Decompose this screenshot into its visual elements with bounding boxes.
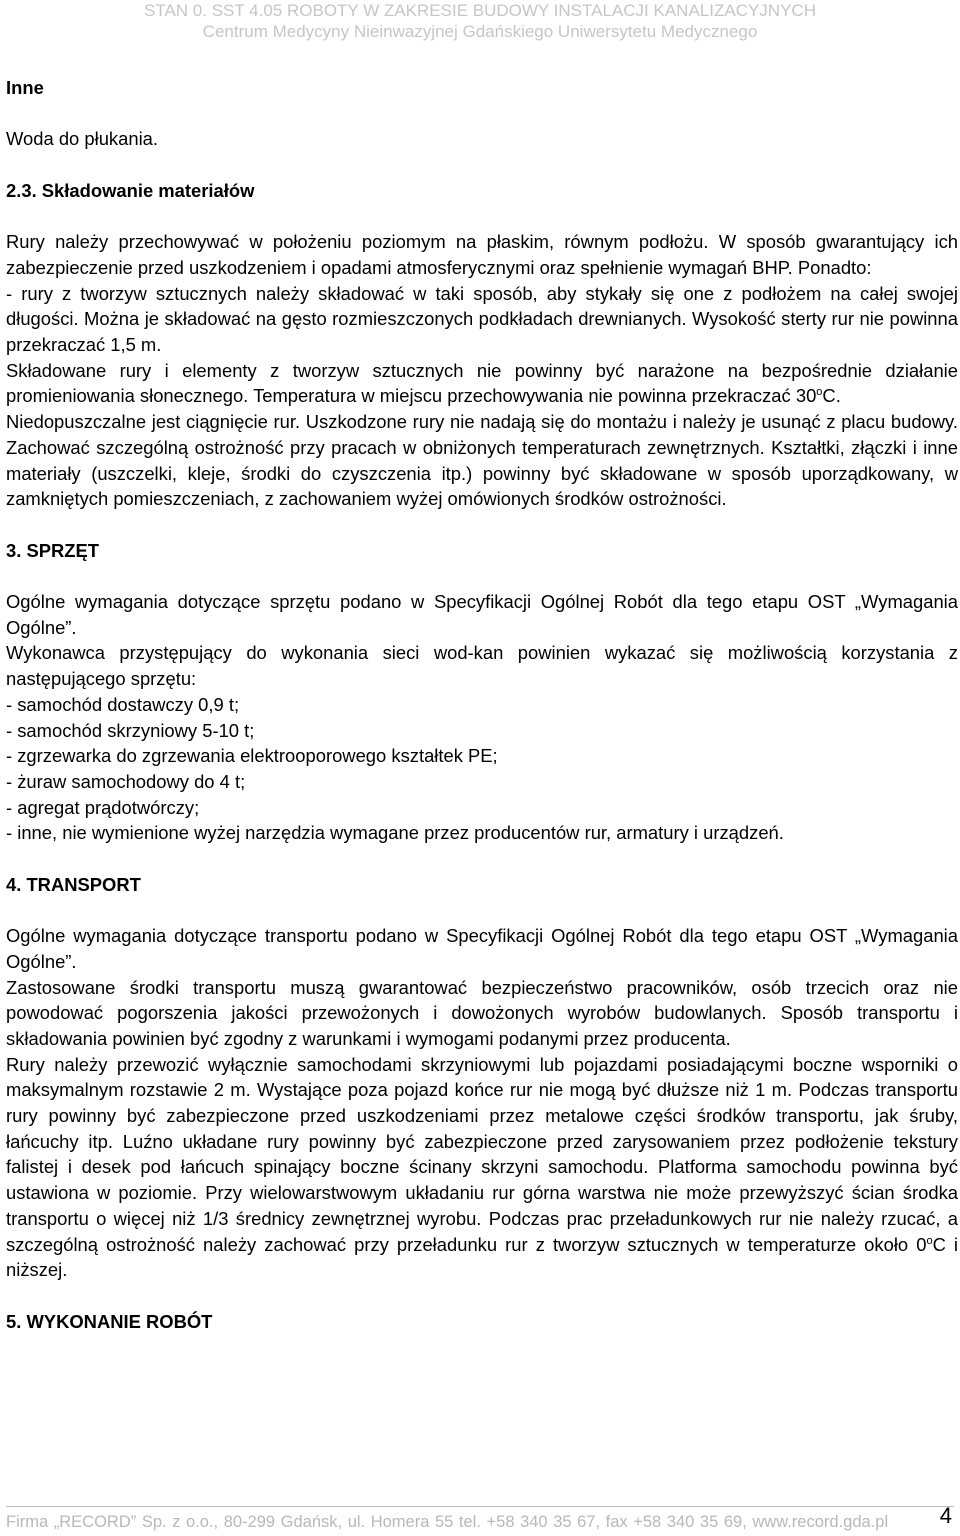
page-header (0, 0, 960, 42)
paragraph: - rury z tworzyw sztucznych należy składować w taki sposób, aby stykały się one z podłożem na całej swojej długości. Można je składować na gęsto rozmieszczonych podkładach drewnianych. Wysokość sterty rur nie powinna przekraczać 1,5 m. (6, 282, 958, 355)
heading-inne: Inne (6, 77, 44, 98)
paragraph: Wykonawca przystępujący do wykonania sieci wod-kan powinien wykazać się możliwością korzystania z następującego sprzętu: (6, 642, 958, 690)
paragraph: Ogólne wymagania dotyczące transportu podano w Specyfikacji Ogólnej Robót dla tego etapu OST „Wymagania Ogólne”. (6, 925, 958, 972)
paragraph: Rury należy przewozić wyłącznie samochodami skrzyniowymi lub pojazdami posiadającymi boczne wsporniki o maksymalnym rozstawie 2 m. Wystające poza pojazd końce rur nie mogą być dłuższe niż 1 m. Podczas transportu rury powinny być zabezpieczone przed uszkodzeniami przez metalowe części środków transportu, jak śruby, łańcuchy itp. Luźno układane rury powinny być zabezpieczone przed zarysowaniem przez podłożenie tekstury falistej i desek pod łańcuch spinający boczne ścinany skrzyni samochodu. Platforma samochodu powinna być ustawiona w poziomie. Przy wielowarstwowym układaniu rur górna warstwa nie może przewyższyć ścian środka transportu o więcej niż 1/3 średnicy zewnętrznej wyrobu. Podczas prac przeładunkowych rur nie należy rzucać, a szczególną ostrożność należy zachować przy przeładunku rur z tworzyw sztucznych w temperaturze około 0$^o$C i niższej. (6, 1053, 958, 1281)
list-item: - samochód dostawczy 0,9 t; (6, 693, 240, 715)
paragraph: Zastosowane środki transportu muszą gwarantować bezpieczeństwo pracowników, osób trzecich oraz nie powodować pogorszenia jakości przewożonych i dowożonych wyrobów budowlanych. Sposób transportu i składowania powinien być zgodny z warunkami i wymogami podanymi przez producenta. (6, 976, 958, 1049)
header-line-2: Centrum Medycyny Nieinwazyjnej Gdańskiego Uniwersytetu Medycznego (202, 22, 758, 41)
heading-5: 5. WYKONANIE ROBÓT (6, 1310, 213, 1332)
inne-text: Woda do płukania. (6, 128, 159, 150)
list-item: - zgrzewarka do zgrzewania elektrooporowego kształtek PE; (6, 745, 498, 767)
footer-divider (6, 1506, 954, 1507)
list-item: - samochód skrzyniowy 5-10 t; (6, 719, 255, 741)
heading-4: 4. TRANSPORT (6, 873, 141, 895)
page-number: 4 (939, 1503, 952, 1528)
paragraph: Rury należy przechowywać w położeniu poziomym na płaskim, równym podłożu. W sposób gwarantujący ich zabezpieczenie przed uszkodzeniem i opadami atmosferycznymi oraz spełnienie wymagań BHP. Ponadto: (6, 231, 958, 278)
page-footer (0, 1503, 960, 1536)
paragraph: Składowane rury i elementy z tworzyw sztucznych nie powinny być narażone na bezpośrednie działanie promieniowania słonecznego. Temperatura w miejscu przechowywania nie powinna przekraczać 30$^o$C. (6, 359, 958, 407)
list-item: - agregat prądotwórczy; (6, 796, 200, 818)
footer-contact: Firma „RECORD” Sp. z o.o., 80-299 Gdańsk, ul. Homera 55 tel. +58 340 35 67, fax +58 340 35 69, www.record.gda.pl (6, 1513, 889, 1531)
paragraph: Niedopuszczalne jest ciągnięcie rur. Uszkodzone rury nie nadają się do montażu i należy je usunąć z placu budowy. Zachować szczególną ostrożność przy pracach w obniżonych temperaturach zewnętrznych. Kształtki, złączki i inne materiały (uszczelki, kleje, środki do czyszczenia itp.) powinny być składowane w sposób uporządkowany, w zamkniętych pomieszczeniach, z zachowaniem wyżej omówionych środków ostrożności. (6, 411, 958, 510)
document-body (6, 75, 958, 1334)
heading-3: 3. SPRZĘT (6, 539, 99, 561)
heading-2-3: 2.3. Składowanie materiałów (6, 179, 255, 201)
list-item: - inne, nie wymienione wyżej narzędzia wymagane przez producentów rur, armatury i urządzeń. (6, 822, 784, 844)
header-line-1: STAN 0. SST 4.05 ROBOTY W ZAKRESIE BUDOWY INSTALACJI KANALIZACYJNYCH (144, 1, 816, 20)
list-item: - żuraw samochodowy do 4 t; (6, 770, 246, 792)
paragraph: Ogólne wymagania dotyczące sprzętu podano w Specyfikacji Ogólnej Robót dla tego etapu OST „Wymagania Ogólne”. (6, 590, 958, 638)
